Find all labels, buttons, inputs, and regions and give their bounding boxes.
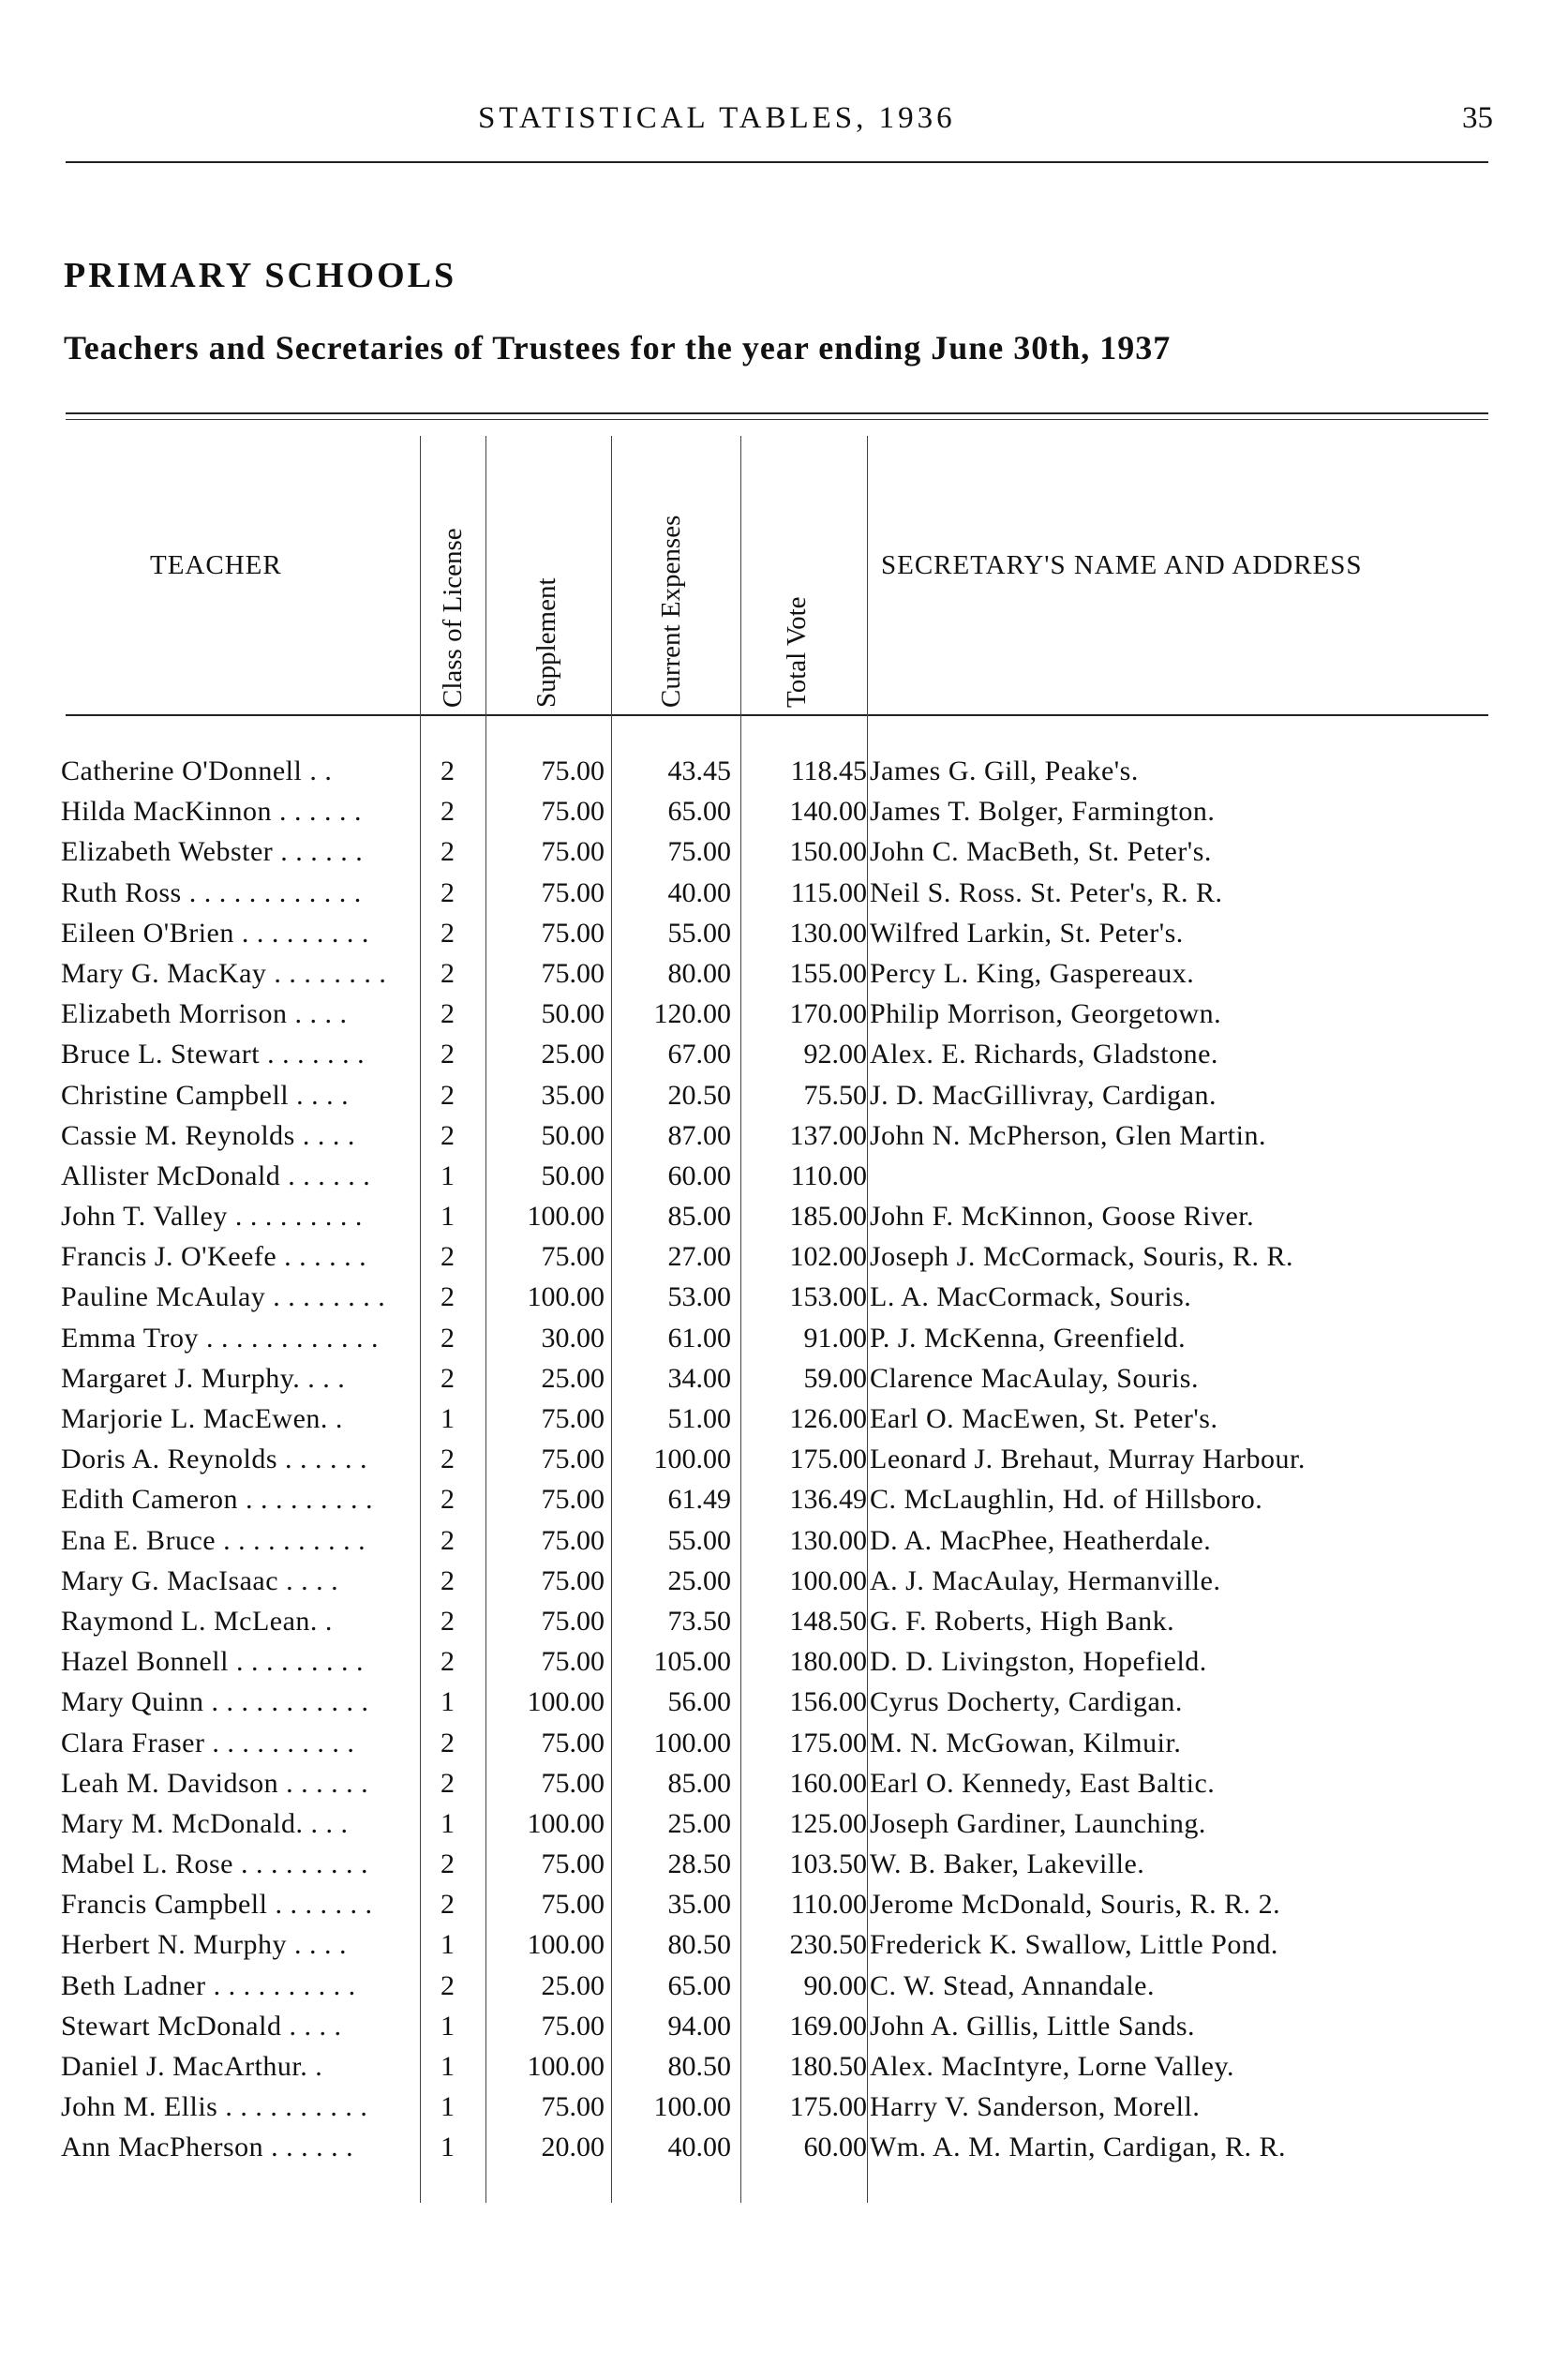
table-row [0, 1201, 1568, 1241]
total-vote-cell: 137.00 [789, 1119, 867, 1151]
current-expenses-cell: 85.00 [667, 1201, 731, 1233]
class-cell: 2 [441, 876, 455, 908]
total-vote-cell: 170.00 [789, 998, 867, 1030]
table-row [0, 998, 1568, 1039]
current-expenses-cell: 61.49 [667, 1484, 731, 1516]
supplement-cell: 75.00 [541, 957, 605, 989]
supplement-cell: 75.00 [541, 1444, 605, 1475]
current-expenses-cell: 73.50 [667, 1605, 731, 1637]
class-cell: 2 [441, 1119, 455, 1151]
supplement-cell: 75.00 [541, 836, 605, 868]
section-title: PRIMARY SCHOOLS [64, 256, 457, 295]
table-row [0, 2011, 1568, 2051]
teacher-cell: Ena E. Bruce . . . . . . . . . . [61, 1524, 366, 1556]
supplement-cell: 30.00 [541, 1322, 605, 1354]
class-cell: 2 [441, 1889, 455, 1921]
secretary-cell: Harry V. Sanderson, Morell. [870, 2091, 1201, 2123]
table-body [0, 756, 1568, 2173]
teacher-cell: Doris A. Reynolds . . . . . . [61, 1444, 368, 1475]
teacher-cell: Edith Cameron . . . . . . . . . [61, 1484, 373, 1516]
total-vote-cell: 59.00 [803, 1362, 867, 1394]
table-row [0, 1241, 1568, 1281]
supplement-cell: 75.00 [541, 756, 605, 786]
supplement-cell: 75.00 [541, 876, 605, 908]
current-expenses-cell: 28.50 [667, 1848, 731, 1880]
secretary-cell: L. A. MacCormack, Souris. [870, 1281, 1192, 1313]
column-header-supplement: Supplement [531, 577, 561, 708]
total-vote-cell: 185.00 [789, 1201, 867, 1233]
table-row [0, 1363, 1568, 1403]
table-row [0, 1281, 1568, 1322]
secretary-cell: John N. McPherson, Glen Martin. [870, 1119, 1266, 1151]
supplement-cell: 75.00 [541, 917, 605, 949]
table-row [0, 1565, 1568, 1606]
teacher-cell: Emma Troy . . . . . . . . . . . . [61, 1322, 380, 1354]
supplement-cell: 100.00 [527, 2051, 605, 2082]
teacher-cell: Ann MacPherson . . . . . . [61, 2132, 354, 2163]
table-row [0, 1728, 1568, 1768]
secretary-cell: James T. Bolger, Farmington. [870, 796, 1216, 828]
table-row [0, 1484, 1568, 1524]
total-vote-cell: 110.00 [790, 1889, 867, 1921]
total-vote-cell: 126.00 [789, 1403, 867, 1434]
secretary-cell: J. D. MacGillivray, Cardigan. [870, 1079, 1217, 1111]
teacher-cell: Francis Campbell . . . . . . . [61, 1889, 373, 1921]
supplement-cell: 75.00 [541, 1889, 605, 1921]
total-vote-cell: 90.00 [803, 1969, 867, 2001]
class-cell: 1 [441, 1403, 455, 1434]
class-cell: 2 [441, 1646, 455, 1678]
total-vote-cell: 169.00 [789, 2010, 867, 2042]
secretary-cell: Joseph J. McCormack, Souris, R. R. [870, 1241, 1293, 1273]
current-expenses-cell: 65.00 [667, 796, 731, 828]
table-row [0, 958, 1568, 998]
running-head [0, 101, 1568, 139]
class-cell: 2 [441, 756, 455, 786]
table-row [0, 1889, 1568, 1929]
secretary-cell: Frederick K. Swallow, Little Pond. [870, 1929, 1278, 1961]
supplement-cell: 75.00 [541, 1767, 605, 1799]
supplement-cell: 100.00 [527, 1201, 605, 1233]
teacher-cell: Daniel J. MacArthur. . [61, 2051, 323, 2082]
teacher-cell: Mary M. McDonald. . . . [61, 1807, 349, 1839]
class-cell: 2 [441, 1564, 455, 1596]
class-cell: 2 [441, 1524, 455, 1556]
table-row [0, 2051, 1568, 2091]
teacher-cell: Mabel L. Rose . . . . . . . . . [61, 1848, 368, 1880]
secretary-cell: Cyrus Docherty, Cardigan. [870, 1686, 1183, 1718]
class-cell: 1 [441, 1929, 455, 1961]
secretary-cell: C. W. Stead, Annandale. [870, 1969, 1155, 2001]
current-expenses-cell: 25.00 [667, 1564, 731, 1596]
supplement-cell: 75.00 [541, 2091, 605, 2123]
teacher-cell: Beth Ladner . . . . . . . . . . [61, 1969, 356, 2001]
current-expenses-cell: 67.00 [667, 1039, 731, 1070]
class-cell: 1 [441, 1807, 455, 1839]
secretary-cell: Jerome McDonald, Souris, R. R. 2. [870, 1889, 1281, 1921]
current-expenses-cell: 75.00 [667, 836, 731, 868]
supplement-cell: 25.00 [541, 1969, 605, 2001]
table-row [0, 1160, 1568, 1201]
total-vote-cell: 160.00 [789, 1767, 867, 1799]
teacher-cell: Stewart McDonald . . . . [61, 2010, 342, 2042]
total-vote-cell: 130.00 [789, 917, 867, 949]
current-expenses-cell: 25.00 [667, 1807, 731, 1839]
column-header-secretary: SECRETARY'S NAME AND ADDRESS [881, 550, 1363, 580]
teacher-cell: Cassie M. Reynolds . . . . [61, 1119, 355, 1151]
class-cell: 2 [441, 1281, 455, 1313]
supplement-cell: 75.00 [541, 1524, 605, 1556]
table-row [0, 877, 1568, 918]
secretary-cell: Clarence MacAulay, Souris. [870, 1362, 1199, 1394]
total-vote-cell: 175.00 [789, 1444, 867, 1475]
current-expenses-cell: 80.50 [667, 1929, 731, 1961]
table-row [0, 1403, 1568, 1444]
supplement-cell: 100.00 [527, 1807, 605, 1839]
supplement-cell: 25.00 [541, 1039, 605, 1070]
total-vote-cell: 156.00 [789, 1686, 867, 1718]
supplement-cell: 75.00 [541, 2010, 605, 2042]
table-row [0, 1444, 1568, 1484]
total-vote-cell: 92.00 [803, 1039, 867, 1070]
secretary-cell: Percy L. King, Gaspereaux. [870, 957, 1195, 989]
secretary-cell: G. F. Roberts, High Bank. [870, 1605, 1175, 1637]
class-cell: 2 [441, 1079, 455, 1111]
table-row [0, 1768, 1568, 1808]
secretary-cell: Earl O. Kennedy, East Baltic. [870, 1767, 1216, 1799]
teacher-cell: John M. Ellis . . . . . . . . . . [61, 2091, 368, 2123]
total-vote-cell: 150.00 [789, 836, 867, 868]
table-row [0, 918, 1568, 958]
current-expenses-cell: 51.00 [667, 1403, 731, 1434]
secretary-cell: Neil S. Ross. St. Peter's, R. R. [870, 876, 1223, 908]
table-row [0, 1039, 1568, 1079]
class-cell: 1 [441, 1201, 455, 1233]
table-row [0, 756, 1568, 796]
secretary-cell: C. McLaughlin, Hd. of Hillsboro. [870, 1484, 1263, 1516]
total-vote-cell: 115.00 [790, 876, 867, 908]
table-row [0, 1808, 1568, 1848]
current-expenses-cell: 80.50 [667, 2051, 731, 2082]
supplement-cell: 100.00 [527, 1929, 605, 1961]
table-row [0, 1323, 1568, 1363]
column-header-class: Class of License [438, 528, 468, 708]
class-cell: 1 [441, 1160, 455, 1191]
supplement-cell: 50.00 [541, 1119, 605, 1151]
class-cell: 1 [441, 2091, 455, 2123]
total-vote-cell: 230.50 [789, 1929, 867, 1961]
class-cell: 2 [441, 796, 455, 828]
column-header-total-vote: Total Vote [782, 596, 812, 708]
secretary-cell: James G. Gill, Peake's. [870, 756, 1139, 786]
current-expenses-cell: 87.00 [667, 1119, 731, 1151]
table-row [0, 2091, 1568, 2132]
secretary-cell: W. B. Baker, Lakeville. [870, 1848, 1145, 1880]
supplement-cell: 25.00 [541, 1362, 605, 1394]
teacher-cell: Pauline McAulay . . . . . . . . [61, 1281, 386, 1313]
total-vote-cell: 175.00 [789, 2091, 867, 2123]
total-vote-cell: 130.00 [789, 1524, 867, 1556]
header-bottom-rule [66, 714, 1488, 716]
class-cell: 2 [441, 1848, 455, 1880]
teacher-cell: Hazel Bonnell . . . . . . . . . [61, 1646, 364, 1678]
current-expenses-cell: 65.00 [667, 1969, 731, 2001]
supplement-cell: 75.00 [541, 1605, 605, 1637]
class-cell: 2 [441, 1362, 455, 1394]
total-vote-cell: 175.00 [789, 1727, 867, 1758]
table-row [0, 1120, 1568, 1160]
supplement-cell: 75.00 [541, 1564, 605, 1596]
table-row [0, 2132, 1568, 2172]
current-expenses-cell: 55.00 [667, 1524, 731, 1556]
table-top-rule-inner [66, 419, 1488, 420]
secretary-cell: A. J. MacAulay, Hermanville. [870, 1564, 1221, 1596]
total-vote-cell: 155.00 [789, 957, 867, 989]
current-expenses-cell: 40.00 [667, 876, 731, 908]
total-vote-cell: 148.50 [789, 1605, 867, 1637]
class-cell: 2 [441, 836, 455, 868]
current-expenses-cell: 100.00 [653, 1444, 731, 1475]
secretary-cell: Wilfred Larkin, St. Peter's. [870, 917, 1184, 949]
total-vote-cell: 60.00 [803, 2132, 867, 2163]
table-row [0, 1080, 1568, 1120]
teacher-cell: Christine Campbell . . . . [61, 1079, 350, 1111]
class-cell: 1 [441, 1686, 455, 1718]
current-expenses-cell: 27.00 [667, 1241, 731, 1273]
supplement-cell: 75.00 [541, 796, 605, 828]
class-cell: 2 [441, 1039, 455, 1070]
total-vote-cell: 100.00 [789, 1564, 867, 1596]
class-cell: 2 [441, 1767, 455, 1799]
total-vote-cell: 103.50 [789, 1848, 867, 1880]
teacher-cell: Mary G. MacIsaac . . . . [61, 1564, 339, 1596]
teacher-cell: Raymond L. McLean. . [61, 1605, 333, 1637]
secretary-cell: P. J. McKenna, Greenfield. [870, 1322, 1187, 1354]
table-row [0, 1606, 1568, 1646]
class-cell: 1 [441, 2010, 455, 2042]
total-vote-cell: 118.45 [790, 756, 867, 786]
class-cell: 1 [441, 2132, 455, 2163]
table-row [0, 1646, 1568, 1686]
teacher-cell: Leah M. Davidson . . . . . . [61, 1767, 369, 1799]
secretary-cell: M. N. McGowan, Kilmuir. [870, 1727, 1182, 1758]
current-expenses-cell: 56.00 [667, 1686, 731, 1718]
total-vote-cell: 140.00 [789, 796, 867, 828]
total-vote-cell: 136.49 [789, 1484, 867, 1516]
secretary-cell: Alex. E. Richards, Gladstone. [870, 1039, 1218, 1070]
class-cell: 2 [441, 957, 455, 989]
current-expenses-cell: 35.00 [667, 1889, 731, 1921]
table-row [0, 1970, 1568, 2011]
supplement-cell: 75.00 [541, 1241, 605, 1273]
class-cell: 2 [441, 1241, 455, 1273]
secretary-cell: Wm. A. M. Martin, Cardigan, R. R. [870, 2132, 1286, 2163]
total-vote-cell: 91.00 [803, 1322, 867, 1354]
table-row [0, 1686, 1568, 1727]
supplement-cell: 75.00 [541, 1727, 605, 1758]
table-row [0, 796, 1568, 836]
header-rule [66, 161, 1488, 163]
current-expenses-cell: 100.00 [653, 1727, 731, 1758]
teacher-cell: Allister McDonald . . . . . . [61, 1160, 371, 1191]
total-vote-cell: 180.50 [789, 2051, 867, 2082]
teacher-cell: Mary Quinn . . . . . . . . . . . [61, 1686, 369, 1718]
class-cell: 2 [441, 1484, 455, 1516]
teacher-cell: Bruce L. Stewart . . . . . . . [61, 1039, 366, 1070]
table-row [0, 836, 1568, 876]
table-top-rule [66, 412, 1488, 414]
current-expenses-cell: 53.00 [667, 1281, 731, 1313]
class-cell: 2 [441, 1444, 455, 1475]
teacher-cell: Marjorie L. MacEwen. . [61, 1403, 343, 1434]
current-expenses-cell: 34.00 [667, 1362, 731, 1394]
teacher-cell: Francis J. O'Keefe . . . . . . [61, 1241, 367, 1273]
current-expenses-cell: 85.00 [667, 1767, 731, 1799]
teacher-cell: Eileen O'Brien . . . . . . . . . [61, 917, 369, 949]
column-header-current-expenses: Current Expenses [656, 515, 686, 708]
teacher-cell: Ruth Ross . . . . . . . . . . . . [61, 876, 362, 908]
table-row [0, 1929, 1568, 1969]
supplement-cell: 35.00 [541, 1079, 605, 1111]
class-cell: 2 [441, 1322, 455, 1354]
secretary-cell: Leonard J. Brehaut, Murray Harbour. [870, 1444, 1306, 1475]
teacher-cell: Herbert N. Murphy . . . . [61, 1929, 347, 1961]
teacher-cell: Mary G. MacKay . . . . . . . . [61, 957, 387, 989]
supplement-cell: 75.00 [541, 1646, 605, 1678]
secretary-cell: D. A. MacPhee, Heatherdale. [870, 1524, 1212, 1556]
class-cell: 2 [441, 998, 455, 1030]
supplement-cell: 20.00 [541, 2132, 605, 2163]
teacher-cell: Margaret J. Murphy. . . . [61, 1362, 346, 1394]
supplement-cell: 100.00 [527, 1281, 605, 1313]
supplement-cell: 75.00 [541, 1484, 605, 1516]
class-cell: 2 [441, 917, 455, 949]
supplement-cell: 75.00 [541, 1848, 605, 1880]
total-vote-cell: 180.00 [789, 1646, 867, 1678]
total-vote-cell: 153.00 [789, 1281, 867, 1313]
secretary-cell: Earl O. MacEwen, St. Peter's. [870, 1403, 1218, 1434]
total-vote-cell: 110.00 [790, 1160, 867, 1191]
current-expenses-cell: 61.00 [667, 1322, 731, 1354]
teacher-cell: Catherine O'Donnell . . [61, 756, 333, 786]
teacher-cell: John T. Valley . . . . . . . . . [61, 1201, 363, 1233]
current-expenses-cell: 40.00 [667, 2132, 731, 2163]
column-header-teacher: TEACHER [150, 550, 282, 580]
current-expenses-cell: 94.00 [667, 2010, 731, 2042]
total-vote-cell: 125.00 [789, 1807, 867, 1839]
current-expenses-cell: 105.00 [653, 1646, 731, 1678]
teacher-cell: Elizabeth Morrison . . . . [61, 998, 348, 1030]
secretary-cell: Joseph Gardiner, Launching. [870, 1807, 1206, 1839]
teacher-cell: Clara Fraser . . . . . . . . . . [61, 1727, 355, 1758]
teacher-cell: Elizabeth Webster . . . . . . [61, 836, 364, 868]
current-expenses-cell: 120.00 [653, 998, 731, 1030]
table-subtitle: Teachers and Secretaries of Trustees for the year ending June 30th, 1937 [64, 329, 1172, 367]
secretary-cell: D. D. Livingston, Hopefield. [870, 1646, 1207, 1678]
secretary-cell: John A. Gillis, Little Sands. [870, 2010, 1196, 2042]
current-expenses-cell: 20.50 [667, 1079, 731, 1111]
supplement-cell: 100.00 [527, 1686, 605, 1718]
supplement-cell: 50.00 [541, 1160, 605, 1191]
class-cell: 1 [441, 2051, 455, 2082]
secretary-cell: Philip Morrison, Georgetown. [870, 998, 1222, 1030]
current-expenses-cell: 55.00 [667, 917, 731, 949]
total-vote-cell: 102.00 [789, 1241, 867, 1273]
current-expenses-cell: 43.45 [667, 756, 731, 786]
teacher-cell: Hilda MacKinnon . . . . . . [61, 796, 362, 828]
table-row [0, 1848, 1568, 1889]
secretary-cell: Alex. MacIntyre, Lorne Valley. [870, 2051, 1235, 2082]
secretary-cell: John C. MacBeth, St. Peter's. [870, 836, 1212, 868]
current-expenses-cell: 100.00 [653, 2091, 731, 2123]
supplement-cell: 50.00 [541, 998, 605, 1030]
class-cell: 2 [441, 1969, 455, 2001]
class-cell: 2 [441, 1727, 455, 1758]
total-vote-cell: 75.50 [803, 1079, 867, 1111]
current-expenses-cell: 80.00 [667, 957, 731, 989]
table-row [0, 1525, 1568, 1565]
running-title: STATISTICAL TABLES, 1936 [478, 101, 956, 135]
page-number: 35 [1462, 101, 1493, 135]
secretary-cell: John F. McKinnon, Goose River. [870, 1201, 1255, 1233]
supplement-cell: 75.00 [541, 1403, 605, 1434]
class-cell: 2 [441, 1605, 455, 1637]
current-expenses-cell: 60.00 [667, 1160, 731, 1191]
